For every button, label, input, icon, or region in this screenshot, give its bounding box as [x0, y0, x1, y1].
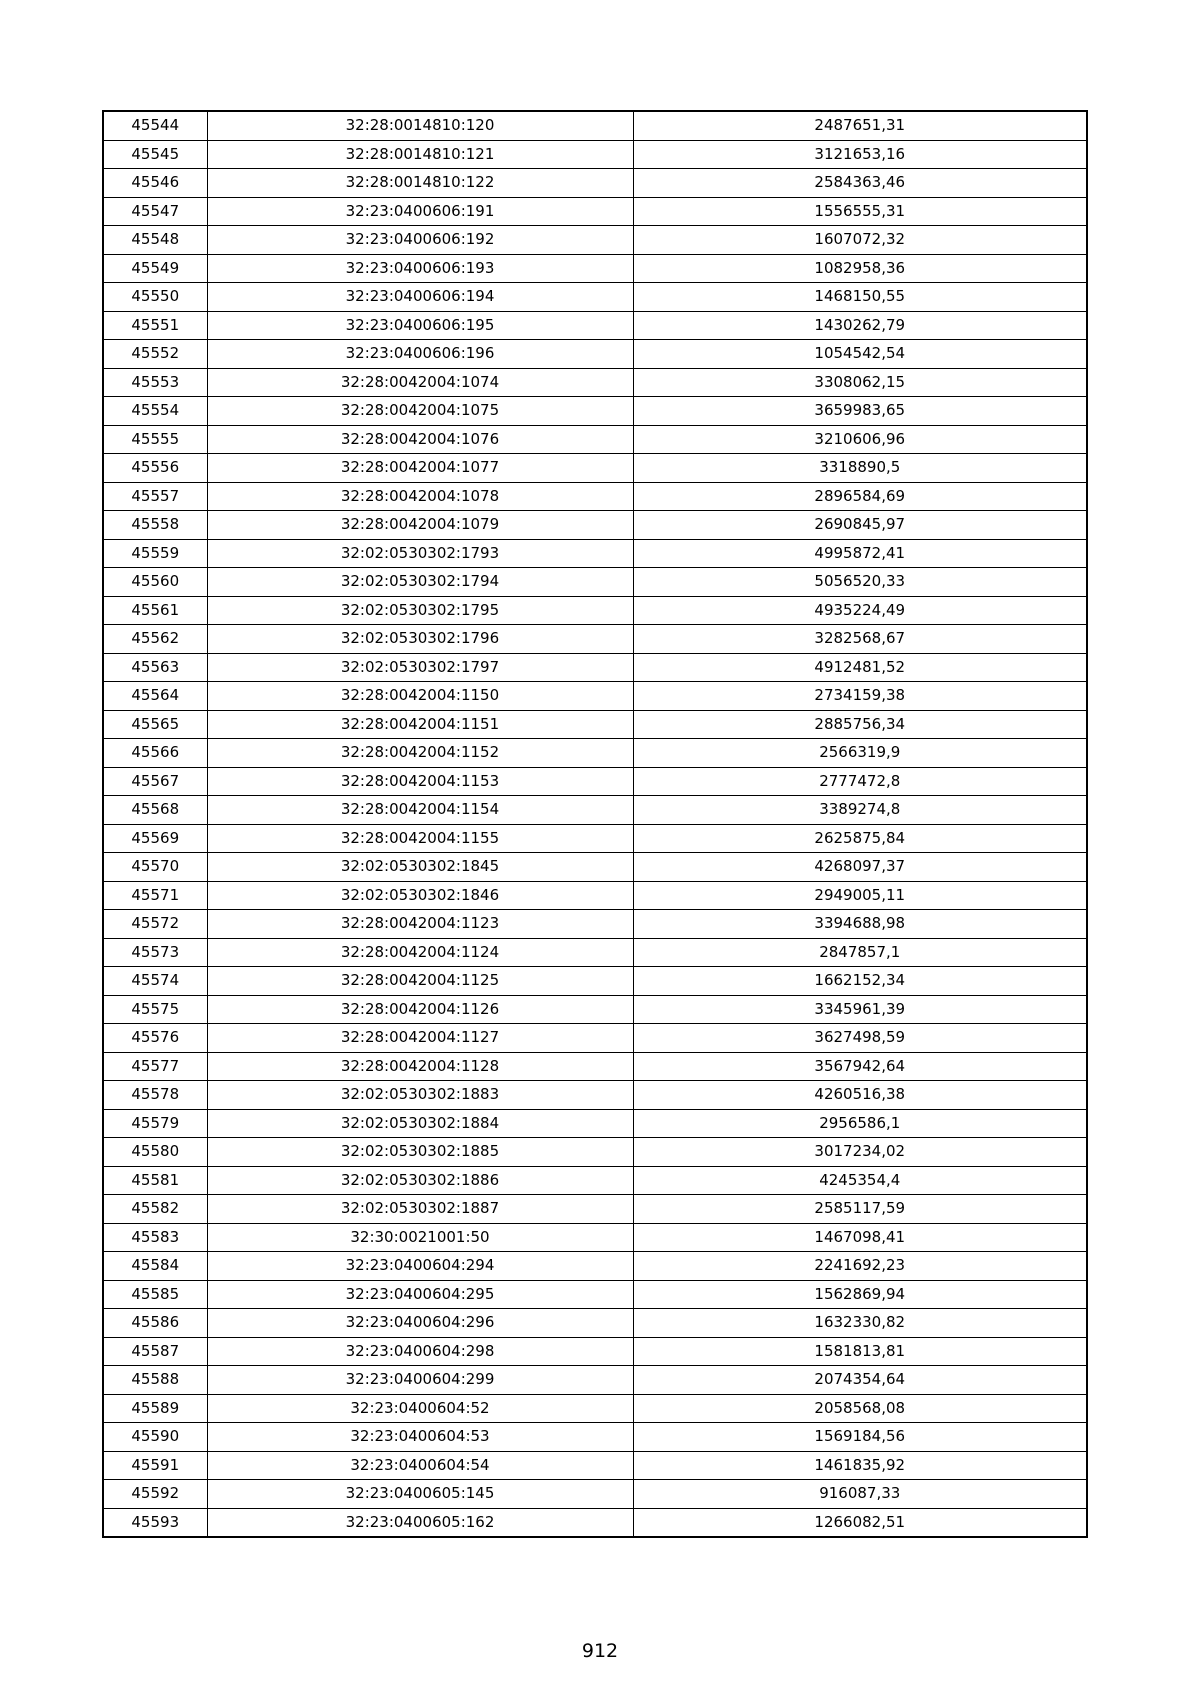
cadastral-number-cell: 32:23:0400606:192 — [207, 226, 633, 255]
row-number-cell: 45553 — [103, 368, 207, 397]
cadastral-number-cell: 32:02:0530302:1883 — [207, 1081, 633, 1110]
row-number-cell: 45585 — [103, 1280, 207, 1309]
value-cell: 4995872,41 — [633, 539, 1087, 568]
row-number-cell: 45589 — [103, 1394, 207, 1423]
row-number-cell: 45591 — [103, 1451, 207, 1480]
table-row — [103, 397, 1087, 426]
value-cell: 1054542,54 — [633, 340, 1087, 369]
row-number-cell: 45544 — [103, 111, 207, 140]
cadastral-number-cell: 32:23:0400604:295 — [207, 1280, 633, 1309]
row-number-cell: 45569 — [103, 824, 207, 853]
table-row — [103, 340, 1087, 369]
cadastral-number-cell: 32:02:0530302:1797 — [207, 653, 633, 682]
value-cell: 2885756,34 — [633, 710, 1087, 739]
cadastral-number-cell: 32:23:0400604:296 — [207, 1309, 633, 1338]
table-row — [103, 881, 1087, 910]
row-number-cell: 45567 — [103, 767, 207, 796]
value-cell: 916087,33 — [633, 1480, 1087, 1509]
row-number-cell: 45584 — [103, 1252, 207, 1281]
cadastral-number-cell: 32:28:0042004:1074 — [207, 368, 633, 397]
table-row — [103, 596, 1087, 625]
value-cell: 4268097,37 — [633, 853, 1087, 882]
value-cell: 2625875,84 — [633, 824, 1087, 853]
table-row — [103, 1337, 1087, 1366]
table-row — [103, 254, 1087, 283]
value-cell: 1468150,55 — [633, 283, 1087, 312]
table-row — [103, 853, 1087, 882]
value-cell: 2949005,11 — [633, 881, 1087, 910]
row-number-cell: 45564 — [103, 682, 207, 711]
table-row — [103, 1508, 1087, 1537]
value-cell: 2584363,46 — [633, 169, 1087, 198]
cadastral-number-cell: 32:02:0530302:1884 — [207, 1109, 633, 1138]
row-number-cell: 45578 — [103, 1081, 207, 1110]
value-cell: 1607072,32 — [633, 226, 1087, 255]
value-cell: 1632330,82 — [633, 1309, 1087, 1338]
row-number-cell: 45550 — [103, 283, 207, 312]
table-row — [103, 511, 1087, 540]
table-row — [103, 482, 1087, 511]
row-number-cell: 45588 — [103, 1366, 207, 1395]
table-row — [103, 568, 1087, 597]
value-cell: 4260516,38 — [633, 1081, 1087, 1110]
table-body — [103, 111, 1087, 1537]
row-number-cell: 45573 — [103, 938, 207, 967]
row-number-cell: 45563 — [103, 653, 207, 682]
row-number-cell: 45587 — [103, 1337, 207, 1366]
value-cell: 1082958,36 — [633, 254, 1087, 283]
value-cell: 1467098,41 — [633, 1223, 1087, 1252]
value-cell: 2896584,69 — [633, 482, 1087, 511]
cadastral-number-cell: 32:02:0530302:1793 — [207, 539, 633, 568]
value-cell: 2074354,64 — [633, 1366, 1087, 1395]
cadastral-number-cell: 32:28:0042004:1152 — [207, 739, 633, 768]
cadastral-number-cell: 32:02:0530302:1845 — [207, 853, 633, 882]
value-cell: 3567942,64 — [633, 1052, 1087, 1081]
value-cell: 2690845,97 — [633, 511, 1087, 540]
value-cell: 3017234,02 — [633, 1138, 1087, 1167]
row-number-cell: 45557 — [103, 482, 207, 511]
cadastral-number-cell: 32:28:0042004:1153 — [207, 767, 633, 796]
table-row — [103, 1280, 1087, 1309]
row-number-cell: 45586 — [103, 1309, 207, 1338]
table-row — [103, 938, 1087, 967]
table-row — [103, 967, 1087, 996]
table-row — [103, 1109, 1087, 1138]
table-row — [103, 653, 1087, 682]
table-row — [103, 311, 1087, 340]
table-row — [103, 910, 1087, 939]
row-number-cell: 45576 — [103, 1024, 207, 1053]
data-table — [102, 110, 1088, 1538]
table-row — [103, 1480, 1087, 1509]
cadastral-number-cell: 32:02:0530302:1796 — [207, 625, 633, 654]
cadastral-number-cell: 32:28:0042004:1154 — [207, 796, 633, 825]
value-cell: 3308062,15 — [633, 368, 1087, 397]
value-cell: 3394688,98 — [633, 910, 1087, 939]
row-number-cell: 45561 — [103, 596, 207, 625]
table-row — [103, 1052, 1087, 1081]
cadastral-number-cell: 32:28:0042004:1079 — [207, 511, 633, 540]
row-number-cell: 45555 — [103, 425, 207, 454]
value-cell: 3627498,59 — [633, 1024, 1087, 1053]
cadastral-number-cell: 32:28:0042004:1077 — [207, 454, 633, 483]
cadastral-number-cell: 32:23:0400604:52 — [207, 1394, 633, 1423]
row-number-cell: 45580 — [103, 1138, 207, 1167]
table-row — [103, 283, 1087, 312]
cadastral-number-cell: 32:23:0400606:195 — [207, 311, 633, 340]
cadastral-number-cell: 32:28:0042004:1125 — [207, 967, 633, 996]
value-cell: 4912481,52 — [633, 653, 1087, 682]
row-number-cell: 45560 — [103, 568, 207, 597]
cadastral-number-cell: 32:23:0400604:298 — [207, 1337, 633, 1366]
value-cell: 3318890,5 — [633, 454, 1087, 483]
value-cell: 1581813,81 — [633, 1337, 1087, 1366]
table-row — [103, 1223, 1087, 1252]
table-row — [103, 111, 1087, 140]
value-cell: 1569184,56 — [633, 1423, 1087, 1452]
table-row — [103, 140, 1087, 169]
value-cell: 4935224,49 — [633, 596, 1087, 625]
value-cell: 2058568,08 — [633, 1394, 1087, 1423]
cadastral-number-cell: 32:02:0530302:1885 — [207, 1138, 633, 1167]
table-row — [103, 1366, 1087, 1395]
table-row — [103, 197, 1087, 226]
row-number-cell: 45559 — [103, 539, 207, 568]
cadastral-number-cell: 32:28:0042004:1150 — [207, 682, 633, 711]
cadastral-number-cell: 32:28:0042004:1075 — [207, 397, 633, 426]
value-cell: 1562869,94 — [633, 1280, 1087, 1309]
cadastral-number-cell: 32:23:0400606:191 — [207, 197, 633, 226]
cadastral-number-cell: 32:23:0400605:145 — [207, 1480, 633, 1509]
cadastral-number-cell: 32:28:0042004:1078 — [207, 482, 633, 511]
table-row — [103, 1394, 1087, 1423]
row-number-cell: 45545 — [103, 140, 207, 169]
row-number-cell: 45566 — [103, 739, 207, 768]
value-cell: 1266082,51 — [633, 1508, 1087, 1537]
row-number-cell: 45575 — [103, 995, 207, 1024]
cadastral-number-cell: 32:28:0042004:1126 — [207, 995, 633, 1024]
row-number-cell: 45577 — [103, 1052, 207, 1081]
cadastral-number-cell: 32:30:0021001:50 — [207, 1223, 633, 1252]
value-cell: 1556555,31 — [633, 197, 1087, 226]
cadastral-number-cell: 32:28:0042004:1123 — [207, 910, 633, 939]
cadastral-number-cell: 32:28:0042004:1127 — [207, 1024, 633, 1053]
row-number-cell: 45547 — [103, 197, 207, 226]
table-row — [103, 226, 1087, 255]
row-number-cell: 45548 — [103, 226, 207, 255]
value-cell: 1461835,92 — [633, 1451, 1087, 1480]
cadastral-number-cell: 32:02:0530302:1795 — [207, 596, 633, 625]
cadastral-number-cell: 32:28:0042004:1155 — [207, 824, 633, 853]
row-number-cell: 45579 — [103, 1109, 207, 1138]
cadastral-number-cell: 32:02:0530302:1794 — [207, 568, 633, 597]
value-cell: 3389274,8 — [633, 796, 1087, 825]
value-cell: 1662152,34 — [633, 967, 1087, 996]
row-number-cell: 45556 — [103, 454, 207, 483]
cadastral-number-cell: 32:23:0400606:196 — [207, 340, 633, 369]
value-cell: 2956586,1 — [633, 1109, 1087, 1138]
row-number-cell: 45554 — [103, 397, 207, 426]
row-number-cell: 45572 — [103, 910, 207, 939]
page-number: 912 — [581, 1640, 619, 1662]
table-row — [103, 1081, 1087, 1110]
table-row — [103, 368, 1087, 397]
value-cell: 2777472,8 — [633, 767, 1087, 796]
cadastral-number-cell: 32:23:0400604:54 — [207, 1451, 633, 1480]
value-cell: 3659983,65 — [633, 397, 1087, 426]
value-cell: 5056520,33 — [633, 568, 1087, 597]
row-number-cell: 45570 — [103, 853, 207, 882]
table-row — [103, 625, 1087, 654]
value-cell: 3210606,96 — [633, 425, 1087, 454]
table-row — [103, 739, 1087, 768]
cadastral-number-cell: 32:23:0400604:53 — [207, 1423, 633, 1452]
value-cell: 2585117,59 — [633, 1195, 1087, 1224]
table-row — [103, 710, 1087, 739]
row-number-cell: 45565 — [103, 710, 207, 739]
table-row — [103, 824, 1087, 853]
row-number-cell: 45551 — [103, 311, 207, 340]
table-row — [103, 995, 1087, 1024]
row-number-cell: 45571 — [103, 881, 207, 910]
table-row — [103, 539, 1087, 568]
row-number-cell: 45558 — [103, 511, 207, 540]
cadastral-number-cell: 32:28:0042004:1124 — [207, 938, 633, 967]
cadastral-number-cell: 32:28:0042004:1076 — [207, 425, 633, 454]
cadastral-number-cell: 32:28:0014810:122 — [207, 169, 633, 198]
row-number-cell: 45552 — [103, 340, 207, 369]
table-row — [103, 1423, 1087, 1452]
table-row — [103, 1252, 1087, 1281]
cadastral-number-cell: 32:23:0400606:193 — [207, 254, 633, 283]
table-row — [103, 796, 1087, 825]
cadastral-number-cell: 32:02:0530302:1846 — [207, 881, 633, 910]
value-cell: 2847857,1 — [633, 938, 1087, 967]
row-number-cell: 45583 — [103, 1223, 207, 1252]
value-cell: 2241692,23 — [633, 1252, 1087, 1281]
table-row — [103, 454, 1087, 483]
value-cell: 2487651,31 — [633, 111, 1087, 140]
row-number-cell: 45562 — [103, 625, 207, 654]
table-row — [103, 1309, 1087, 1338]
cadastral-number-cell: 32:23:0400604:299 — [207, 1366, 633, 1395]
row-number-cell: 45574 — [103, 967, 207, 996]
cadastral-number-cell: 32:28:0042004:1128 — [207, 1052, 633, 1081]
row-number-cell: 45590 — [103, 1423, 207, 1452]
cadastral-number-cell: 32:28:0014810:121 — [207, 140, 633, 169]
table-row — [103, 1195, 1087, 1224]
row-number-cell: 45593 — [103, 1508, 207, 1537]
table-row — [103, 682, 1087, 711]
value-cell: 3121653,16 — [633, 140, 1087, 169]
table-row — [103, 425, 1087, 454]
value-cell: 4245354,4 — [633, 1166, 1087, 1195]
value-cell: 2566319,9 — [633, 739, 1087, 768]
table-row — [103, 1451, 1087, 1480]
value-cell: 3345961,39 — [633, 995, 1087, 1024]
cadastral-number-cell: 32:28:0014810:120 — [207, 111, 633, 140]
cadastral-number-cell: 32:02:0530302:1886 — [207, 1166, 633, 1195]
cadastral-number-cell: 32:23:0400606:194 — [207, 283, 633, 312]
table-row — [103, 767, 1087, 796]
table-row — [103, 1138, 1087, 1167]
cadastral-number-cell: 32:23:0400604:294 — [207, 1252, 633, 1281]
table-row — [103, 1166, 1087, 1195]
table-row — [103, 1024, 1087, 1053]
value-cell: 1430262,79 — [633, 311, 1087, 340]
cadastral-number-cell: 32:02:0530302:1887 — [207, 1195, 633, 1224]
row-number-cell: 45581 — [103, 1166, 207, 1195]
row-number-cell: 45592 — [103, 1480, 207, 1509]
row-number-cell: 45546 — [103, 169, 207, 198]
row-number-cell: 45549 — [103, 254, 207, 283]
cadastral-number-cell: 32:23:0400605:162 — [207, 1508, 633, 1537]
value-cell: 2734159,38 — [633, 682, 1087, 711]
table-row — [103, 169, 1087, 198]
row-number-cell: 45582 — [103, 1195, 207, 1224]
cadastral-number-cell: 32:28:0042004:1151 — [207, 710, 633, 739]
row-number-cell: 45568 — [103, 796, 207, 825]
value-cell: 3282568,67 — [633, 625, 1087, 654]
